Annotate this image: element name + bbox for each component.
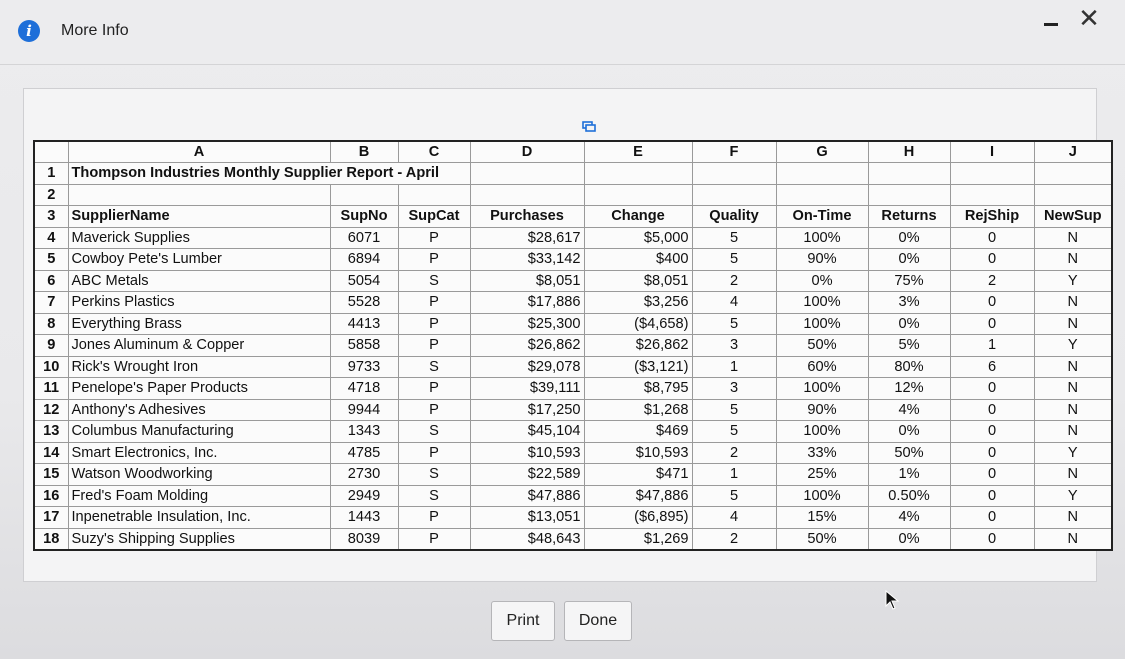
table-row [34, 421, 1112, 443]
sheet-cell[interactable]: S [398, 270, 470, 292]
sheet-cell[interactable]: $10,593 [470, 442, 584, 464]
sheet-cell[interactable]: $1,269 [584, 528, 692, 550]
sheet-cell[interactable]: $469 [584, 421, 692, 443]
title-divider [0, 64, 1125, 65]
sheet-cell[interactable]: 75% [868, 270, 950, 292]
sheet-cell[interactable]: N [1034, 378, 1112, 400]
sheet-cell[interactable]: Everything Brass [68, 313, 330, 335]
sheet-cell[interactable]: 2 [692, 528, 776, 550]
sheet-cell[interactable]: $8,051 [584, 270, 692, 292]
column-header[interactable]: H [868, 141, 950, 163]
sheet-cell[interactable]: 0% [868, 528, 950, 550]
sheet-cell[interactable] [470, 184, 584, 206]
table-row [34, 249, 1112, 271]
sheet-cell[interactable]: 5 [692, 421, 776, 443]
sheet-cell[interactable] [584, 184, 692, 206]
table-row [34, 227, 1112, 249]
field-header[interactable]: SupplierName [68, 206, 330, 228]
close-button[interactable]: ✕ [1078, 3, 1100, 33]
row-number: 16 [34, 485, 68, 507]
sheet-cell[interactable]: 100% [776, 485, 868, 507]
field-header-row [34, 206, 1112, 228]
sheet-cell[interactable]: 100% [776, 227, 868, 249]
table-row [34, 378, 1112, 400]
sheet-cell[interactable]: 1343 [330, 421, 398, 443]
print-button[interactable]: Print [491, 601, 555, 641]
done-button[interactable]: Done [564, 601, 632, 641]
sheet-cell[interactable]: 8039 [330, 528, 398, 550]
sheet-cell[interactable]: 4 [692, 507, 776, 529]
sheet-cell[interactable]: 100% [776, 378, 868, 400]
sheet-cell[interactable]: N [1034, 249, 1112, 271]
sheet-cell[interactable] [950, 163, 1034, 185]
sheet-row [34, 184, 1112, 206]
sheet-cell[interactable]: Perkins Plastics [68, 292, 330, 314]
sheet-cell[interactable]: N [1034, 399, 1112, 421]
sheet-cell[interactable]: 0 [950, 313, 1034, 335]
sheet-cell[interactable]: 1% [868, 464, 950, 486]
sheet-cell[interactable]: Y [1034, 442, 1112, 464]
sheet-cell[interactable] [584, 163, 692, 185]
table-row [34, 528, 1112, 550]
field-header[interactable]: Returns [868, 206, 950, 228]
sheet-cell[interactable]: 0% [868, 227, 950, 249]
minimize-button[interactable] [1043, 20, 1059, 28]
sheet-row [34, 163, 1112, 185]
sheet-cell[interactable]: Rick's Wrought Iron [68, 356, 330, 378]
sheet-cell[interactable]: 2 [692, 442, 776, 464]
sheet-cell[interactable] [868, 184, 950, 206]
sheet-cell[interactable]: ($3,121) [584, 356, 692, 378]
sheet-cell[interactable]: 33% [776, 442, 868, 464]
field-header[interactable]: NewSup [1034, 206, 1112, 228]
row-number: 18 [34, 528, 68, 550]
sheet-cell[interactable]: 90% [776, 399, 868, 421]
sheet-cell[interactable]: 4 [692, 292, 776, 314]
sheet-cell[interactable]: P [398, 335, 470, 357]
sheet-cell[interactable]: 0% [868, 249, 950, 271]
field-header[interactable]: SupCat [398, 206, 470, 228]
sheet-cell[interactable]: 3 [692, 378, 776, 400]
row-number: 1 [34, 163, 68, 185]
table-row [34, 270, 1112, 292]
column-header[interactable]: C [398, 141, 470, 163]
sheet-cell[interactable]: Y [1034, 485, 1112, 507]
sheet-cell[interactable]: 0 [950, 421, 1034, 443]
sheet-cell[interactable]: $8,051 [470, 270, 584, 292]
column-header[interactable]: A [68, 141, 330, 163]
sheet-cell[interactable]: N [1034, 507, 1112, 529]
row-number: 2 [34, 184, 68, 206]
sheet-cell[interactable]: Cowboy Pete's Lumber [68, 249, 330, 271]
sheet-cell[interactable]: 4718 [330, 378, 398, 400]
sheet-cell[interactable]: Y [1034, 270, 1112, 292]
sheet-cell[interactable] [68, 184, 330, 206]
row-number: 4 [34, 227, 68, 249]
sheet-cell[interactable]: $8,795 [584, 378, 692, 400]
minimize-icon [1044, 23, 1058, 26]
sheet-cell[interactable]: $26,862 [584, 335, 692, 357]
sheet-cell[interactable]: $400 [584, 249, 692, 271]
sheet-cell[interactable] [776, 184, 868, 206]
table-row [34, 356, 1112, 378]
sheet-cell[interactable]: $5,000 [584, 227, 692, 249]
sheet-cell[interactable]: Fred's Foam Molding [68, 485, 330, 507]
table-row [34, 464, 1112, 486]
sheet-cell[interactable]: Smart Electronics, Inc. [68, 442, 330, 464]
mouse-cursor-icon [884, 590, 900, 610]
column-header[interactable]: F [692, 141, 776, 163]
sheet-cell[interactable]: S [398, 421, 470, 443]
row-number: 7 [34, 292, 68, 314]
table-row [34, 335, 1112, 357]
sheet-cell[interactable] [330, 184, 398, 206]
sheet-cell[interactable]: 3% [868, 292, 950, 314]
field-header[interactable]: Change [584, 206, 692, 228]
field-header[interactable]: Purchases [470, 206, 584, 228]
row-number: 15 [34, 464, 68, 486]
row-number: 17 [34, 507, 68, 529]
sheet-cell[interactable]: 12% [868, 378, 950, 400]
sheet-cell[interactable]: N [1034, 292, 1112, 314]
field-header[interactable]: On-Time [776, 206, 868, 228]
sheet-cell[interactable]: 0 [950, 485, 1034, 507]
sheet-cell[interactable]: 4% [868, 507, 950, 529]
sheet-cell[interactable]: 25% [776, 464, 868, 486]
row-number: 12 [34, 399, 68, 421]
sheet-cell[interactable]: 0 [950, 442, 1034, 464]
sheet-cell[interactable]: 9944 [330, 399, 398, 421]
row-number: 6 [34, 270, 68, 292]
sheet-cell[interactable]: N [1034, 421, 1112, 443]
sheet-cell[interactable]: ($6,895) [584, 507, 692, 529]
sheet-cell[interactable]: 0% [868, 313, 950, 335]
info-icon: i [18, 20, 40, 42]
sheet-cell[interactable] [868, 163, 950, 185]
sheet-cell[interactable]: S [398, 464, 470, 486]
sheet-cell[interactable]: 5858 [330, 335, 398, 357]
sheet-cell[interactable]: $28,617 [470, 227, 584, 249]
sheet-cell[interactable]: 1443 [330, 507, 398, 529]
sheet-cell[interactable]: 5% [868, 335, 950, 357]
column-header[interactable]: D [470, 141, 584, 163]
sheet-cell[interactable]: $33,142 [470, 249, 584, 271]
sheet-cell[interactable]: 0 [950, 292, 1034, 314]
sheet-cell[interactable] [776, 163, 868, 185]
table-row [34, 292, 1112, 314]
sheet-cell[interactable]: $29,078 [470, 356, 584, 378]
sheet-cell[interactable]: Y [1034, 335, 1112, 357]
sheet-cell[interactable]: $47,886 [584, 485, 692, 507]
row-number: 8 [34, 313, 68, 335]
sheet-cell[interactable]: N [1034, 313, 1112, 335]
sheet-cell[interactable]: $47,886 [470, 485, 584, 507]
sheet-cell[interactable]: N [1034, 528, 1112, 550]
table-row [34, 485, 1112, 507]
sheet-cell[interactable]: 6894 [330, 249, 398, 271]
sheet-cell[interactable]: 100% [776, 313, 868, 335]
supplier-report-table [33, 140, 1113, 551]
sheet-cell[interactable]: 2949 [330, 485, 398, 507]
sheet-cell[interactable]: 0% [868, 421, 950, 443]
sheet-cell[interactable]: 4413 [330, 313, 398, 335]
sheet-cell[interactable]: Penelope's Paper Products [68, 378, 330, 400]
column-header[interactable]: J [1034, 141, 1112, 163]
sheet-cell[interactable]: 1 [692, 356, 776, 378]
sheet-cell[interactable]: Maverick Supplies [68, 227, 330, 249]
sheet-cell[interactable]: 4785 [330, 442, 398, 464]
row-number: 10 [34, 356, 68, 378]
sheet-cell[interactable]: 15% [776, 507, 868, 529]
sheet-cell[interactable]: 50% [776, 528, 868, 550]
field-header[interactable]: SupNo [330, 206, 398, 228]
sheet-cell[interactable]: 5054 [330, 270, 398, 292]
sheet-cell[interactable]: ($4,658) [584, 313, 692, 335]
sheet-cell[interactable]: $17,250 [470, 399, 584, 421]
field-header[interactable]: Quality [692, 206, 776, 228]
sheet-cell[interactable]: 5 [692, 227, 776, 249]
row-number: 13 [34, 421, 68, 443]
sheet-cell[interactable]: 50% [868, 442, 950, 464]
table-row [34, 399, 1112, 421]
sheet-cell[interactable]: Columbus Manufacturing [68, 421, 330, 443]
sheet-cell[interactable] [1034, 184, 1112, 206]
sheet-cell[interactable] [398, 184, 470, 206]
sheet-cell[interactable]: 100% [776, 292, 868, 314]
sheet-cell[interactable]: $3,256 [584, 292, 692, 314]
sheet-cell[interactable]: $45,104 [470, 421, 584, 443]
sheet-cell[interactable]: P [398, 378, 470, 400]
sheet-cell[interactable]: 0 [950, 507, 1034, 529]
sheet-cell[interactable]: 0 [950, 249, 1034, 271]
sheet-cell[interactable]: $471 [584, 464, 692, 486]
row-number: 3 [34, 206, 68, 228]
sheet-cell[interactable]: 6 [950, 356, 1034, 378]
sheet-cell[interactable]: 9733 [330, 356, 398, 378]
sheet-cell[interactable]: 5 [692, 485, 776, 507]
sheet-cell[interactable]: 0 [950, 399, 1034, 421]
sheet-cell[interactable]: $39,111 [470, 378, 584, 400]
sheet-cell[interactable]: Anthony's Adhesives [68, 399, 330, 421]
sheet-cell[interactable] [950, 184, 1034, 206]
sheet-cell[interactable]: P [398, 507, 470, 529]
sheet-cell[interactable]: N [1034, 227, 1112, 249]
sheet-cell[interactable]: 0% [776, 270, 868, 292]
sheet-cell[interactable]: 4% [868, 399, 950, 421]
sheet-cell[interactable]: P [398, 313, 470, 335]
table-row [34, 507, 1112, 529]
sheet-cell[interactable]: 3 [692, 335, 776, 357]
sheet-cell[interactable]: P [398, 227, 470, 249]
sheet-cell[interactable] [692, 184, 776, 206]
sheet-cell[interactable]: $17,886 [470, 292, 584, 314]
sheet-cell[interactable]: 50% [776, 335, 868, 357]
sheet-cell[interactable]: 1 [692, 464, 776, 486]
sheet-cell[interactable]: 60% [776, 356, 868, 378]
sheet-cell[interactable]: 5 [692, 399, 776, 421]
sheet-cell[interactable]: $22,589 [470, 464, 584, 486]
sheet-cell[interactable]: N [1034, 464, 1112, 486]
sheet-cell[interactable]: ABC Metals [68, 270, 330, 292]
sheet-cell[interactable] [1034, 163, 1112, 185]
row-number: 11 [34, 378, 68, 400]
sheet-cell[interactable]: 0 [950, 227, 1034, 249]
table-row [34, 313, 1112, 335]
sheet-cell[interactable]: Watson Woodworking [68, 464, 330, 486]
sheet-cell[interactable]: $48,643 [470, 528, 584, 550]
column-header[interactable]: B [330, 141, 398, 163]
field-header[interactable]: RejShip [950, 206, 1034, 228]
sheet-cell[interactable]: Suzy's Shipping Supplies [68, 528, 330, 550]
sheet-cell[interactable]: P [398, 528, 470, 550]
sheet-cell[interactable] [692, 163, 776, 185]
window-title: More Info [61, 22, 129, 39]
sheet-cell[interactable]: 1 [950, 335, 1034, 357]
sheet-cell[interactable]: 5528 [330, 292, 398, 314]
sheet-cell[interactable]: $1,268 [584, 399, 692, 421]
sheet-cell[interactable]: P [398, 292, 470, 314]
sheet-cell[interactable]: Inpenetrable Insulation, Inc. [68, 507, 330, 529]
sheet-cell[interactable]: S [398, 356, 470, 378]
column-header-row [34, 141, 1112, 163]
report-title-cell[interactable]: Thompson Industries Monthly Supplier Report - April [68, 163, 470, 185]
sheet-cell[interactable]: 2730 [330, 464, 398, 486]
row-number: 5 [34, 249, 68, 271]
sheet-cell[interactable]: 80% [868, 356, 950, 378]
sheet-cell[interactable]: $13,051 [470, 507, 584, 529]
column-header[interactable]: G [776, 141, 868, 163]
sheet-cell[interactable]: 90% [776, 249, 868, 271]
sheet-cell[interactable]: Jones Aluminum & Copper [68, 335, 330, 357]
sheet-cell[interactable]: P [398, 249, 470, 271]
sheet-cell[interactable]: $26,862 [470, 335, 584, 357]
sheet-cell[interactable]: 2 [692, 270, 776, 292]
row-number: 14 [34, 442, 68, 464]
sheet-cell[interactable] [470, 163, 584, 185]
sheet-cell[interactable]: 5 [692, 313, 776, 335]
column-header[interactable]: I [950, 141, 1034, 163]
sheet-cell[interactable]: 5 [692, 249, 776, 271]
row-number: 9 [34, 335, 68, 357]
sheet-cell[interactable]: 6071 [330, 227, 398, 249]
sheet-cell[interactable]: P [398, 442, 470, 464]
sheet-cell[interactable]: $25,300 [470, 313, 584, 335]
sheet-cell[interactable]: N [1034, 356, 1112, 378]
sheet-cell[interactable]: 100% [776, 421, 868, 443]
sheet-cell[interactable]: $10,593 [584, 442, 692, 464]
sheet-cell[interactable]: 2 [950, 270, 1034, 292]
sheet-cell[interactable]: S [398, 485, 470, 507]
sheet-cell[interactable]: P [398, 399, 470, 421]
sheet-cell[interactable]: 0 [950, 464, 1034, 486]
corner-cell [34, 141, 68, 163]
sheet-cell[interactable]: 0.50% [868, 485, 950, 507]
column-header[interactable]: E [584, 141, 692, 163]
table-row [34, 442, 1112, 464]
sheet-cell[interactable]: 0 [950, 528, 1034, 550]
copy-icon[interactable] [582, 121, 596, 133]
title-bar [0, 0, 1125, 64]
sheet-cell[interactable]: 0 [950, 378, 1034, 400]
